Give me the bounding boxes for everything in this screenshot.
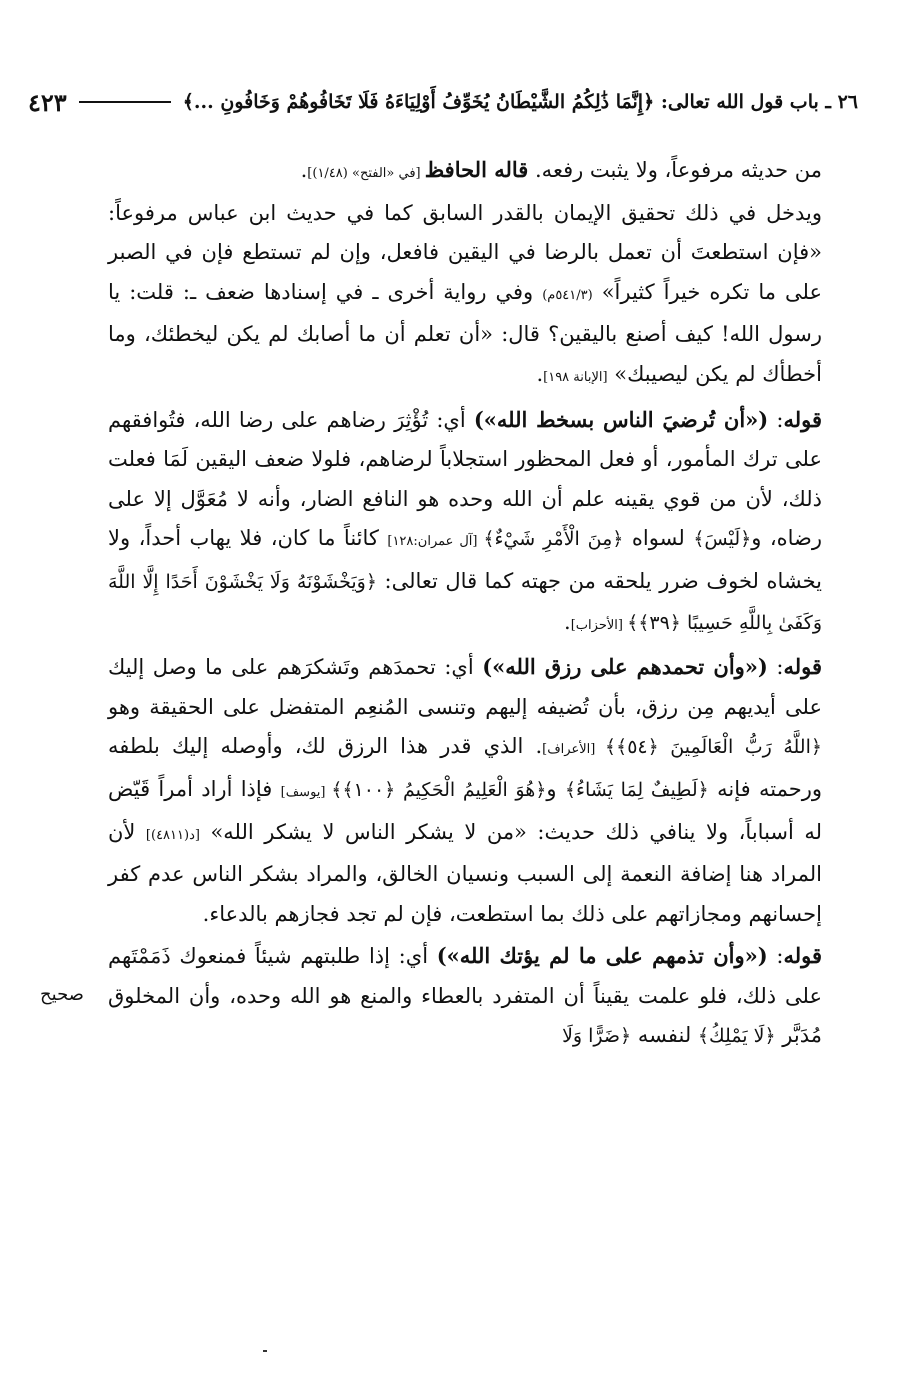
text-run: لأن المراد هنا إضافة النعمة إلى السبب ونسيان الخالق، والمراد بشكر الناس عدم كفر إحسانهم ومجازاتهم على ذلك بما استطعت، فإن لم تجد فجازهم بالدعاء. — [108, 819, 822, 926]
text-run: . الذي قدر هذا الرزق لك، وأوصله إليك بلطفه ورحمته فإنه — [108, 734, 822, 801]
header-rule — [79, 101, 171, 103]
reference: [الأحزاب] — [570, 617, 628, 633]
quran-verse: ﴿هُوَ الْعَلِيمُ الْحَكِيمُ ﴿١٠٠﴾﴾ — [331, 778, 547, 801]
paragraph — [108, 150, 822, 398]
chapter-title: ٢٦ ـ باب قول الله تعالى: ﴿إِنَّمَا ذَٰلِكُمُ الشَّيْطَانُ يُخَوِّفُ أَوْلِيَاءَهُ فَلَا تَخَافُوهُمْ وَخَافُونِ ...﴾ — [182, 91, 858, 113]
quran-verse: ﴿لَطِيفٌ لِمَا يَشَاءُ﴾ — [564, 778, 709, 801]
reference: [يوسف] — [280, 784, 332, 800]
emphasis: قوله — [783, 943, 822, 969]
text-run: لسواه — [623, 526, 694, 551]
emphasis: («وأن تذمهم على ما لم يؤتك الله») — [436, 943, 768, 969]
reference: [آل عمران:١٢٨] — [387, 534, 484, 550]
quran-verse: ﴿وَيَخْشَوْنَهُ وَلَا يَخْشَوْنَ أَحَدًا إِلَّا اللَّهَ وَكَفَىٰ بِاللَّهِ حَسِيبًا ﴿٣٩﴾﴾ — [108, 570, 822, 634]
reference: [في «الفتح» (١/٤٨)] — [307, 166, 425, 181]
quran-verse: ﴿اللَّهُ رَبُّ الْعَالَمِينَ ﴿٥٤﴾﴾ — [604, 736, 822, 759]
text-run: و — [546, 776, 565, 801]
emphasis: قاله الحافظ — [424, 157, 529, 182]
text-run: أي: تُؤْثِرَ رضاهم على رضا الله، فتُوافقهم على ترك المأمور، أو فعل المحظور استجلاباً لرضاهم، فلولا ضعف اليقين لَمَا فعلت ذلك، لأن من قوي يقينه علم أن الله وحده هو النافع الضار، وأنه لا مُعَوَّل إلا على رضاه، و — [108, 407, 823, 551]
text-run: كائناً ما كان، فلا يهاب أحداً، ولا يخشاه لخوف ضرر يلحقه من جهته كما قال تعالى: — [108, 526, 822, 593]
quran-verse: ﴿مِنَ الْأَمْرِ شَيْءٌ﴾ — [483, 528, 624, 551]
text-run: من حديثه مرفوعاً، ولا يثبت رفعه. — [528, 158, 822, 182]
text-run: فإذا أراد أمراً قَيّض له أسباباً، ولا ينافي ذلك حديث: «من لا يشكر الناس لا يشكر الله» — [108, 776, 822, 844]
page-mark — [263, 1350, 267, 1352]
quran-verse: ﴿لَيْسَ﴾ — [693, 528, 752, 551]
reference: [د(٤٨١١)] — [145, 827, 200, 843]
emphasis: قوله — [783, 654, 822, 680]
text-run: . — [564, 609, 571, 634]
reference: [الإبانة ١٩٨] — [543, 369, 608, 385]
text-run: أي: تحمدَهم وتَشكرَهم على ما وصل إليك على أيديهم مِن رزق، بأن تُضيفه إليهم وتنسى المُنعِم المتفضل على الحقيقة وهو — [108, 655, 822, 719]
quran-verse: ﴿ضَرًّا وَلَا — [562, 1025, 632, 1048]
text-run: ويدخل في ذلك تحقيق الإيمان بالقدر السابق كما في حديث ابن عباس مرفوعاً: «فإن استطعتَ أن تعمل بالرضا في اليقين فافعل، وإن لم تستطع فإن في الصبر على ما تكره خيراً كثيراً» — [108, 200, 822, 304]
emphasis: قوله — [783, 406, 822, 432]
emphasis: («وأن تحمدهم على رزق الله») — [482, 654, 768, 680]
text-run: . — [300, 158, 308, 182]
reference: (٥٤١/٣م) — [542, 287, 593, 303]
margin-grading-note: صحيح — [40, 984, 84, 1005]
text-run: وفي رواية أخرى ـ في إسنادها ضعف ـ: قلت: يا رسول الله! كيف أصنع باليقين؟ قال: «أن تعلم أن ما أصابك لم يكن ليخطئك، وما أخطأك لم يكن ليصيبك» — [108, 279, 822, 386]
page-number: ٤٢٣ — [28, 87, 67, 117]
running-header — [28, 82, 858, 122]
emphasis: («أن تُرضيَ الناس بسخط الله») — [473, 406, 769, 432]
text-run: أي: إذا طلبتهم شيئاً فمنعوك ذَمَمْتَهم على ذلك، فلو علمت يقيناً أن المتفرد بالعطاء والمنع هو الله وحده، وأن المخلوق مُدَبَّر — [108, 944, 822, 1048]
paragraph — [108, 647, 822, 934]
text-run: : — [767, 944, 784, 969]
reference: [الأعراف] — [542, 742, 605, 758]
quran-verse: ﴿لَا يَمْلِكُ﴾ — [697, 1025, 776, 1048]
page-body — [108, 150, 822, 1057]
text-run: : — [767, 655, 784, 680]
text-run: : — [768, 407, 784, 432]
text-run: . — [536, 361, 544, 386]
text-run: لنفسه — [631, 1023, 698, 1048]
paragraph — [108, 936, 822, 1057]
paragraph — [108, 400, 822, 646]
